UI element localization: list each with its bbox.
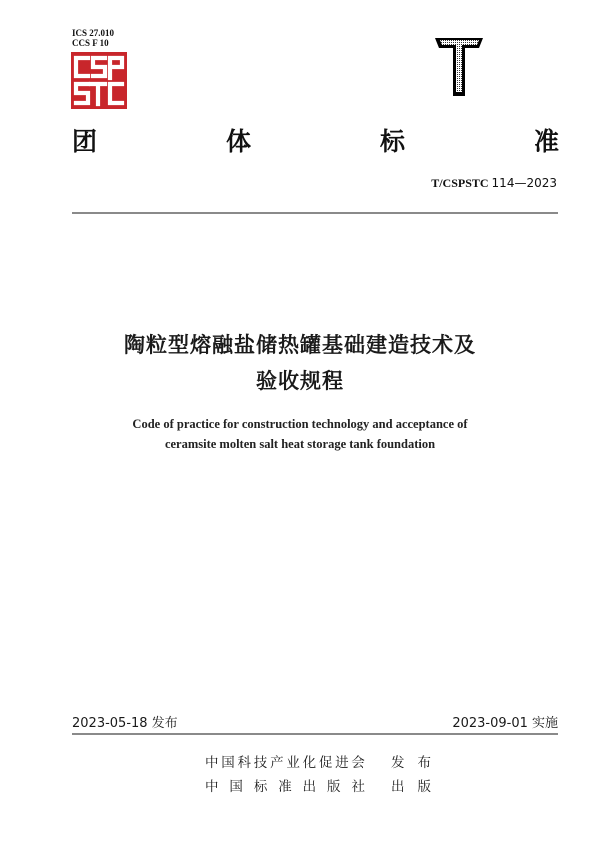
classification-codes — [72, 28, 114, 48]
char: 发 — [391, 755, 405, 771]
title-en-line1: Code of practice for construction technology and acceptance of — [132, 417, 468, 431]
char: 促 — [318, 755, 333, 771]
printer-action — [391, 775, 431, 795]
char: 产 — [270, 755, 284, 771]
char: 准 — [278, 779, 292, 795]
category-char: 准 — [533, 127, 559, 156]
char: 社 — [351, 779, 365, 795]
implementation-date: 2023-09-01 实施 — [452, 716, 558, 731]
char: 布 — [417, 755, 431, 771]
title-cn-line2: 验收规程 — [256, 369, 344, 393]
publisher-org — [205, 751, 365, 771]
char: 出 — [302, 779, 317, 795]
char: 出 — [391, 779, 405, 795]
footer-divider — [72, 733, 558, 735]
char: 中 — [205, 755, 219, 771]
document-category-heading — [72, 122, 559, 154]
standard-prefix: T/CSPSTC — [431, 176, 489, 190]
standard-number-value: 114—2023 — [491, 176, 557, 190]
standard-type-letter-icon — [433, 36, 485, 98]
char: 中 — [205, 779, 219, 795]
printer-row — [205, 775, 431, 795]
char: 会 — [351, 755, 365, 771]
cspstc-logo-icon — [71, 52, 127, 109]
title-cn-line1: 陶粒型熔融盐储热罐基础建造技术及 — [124, 333, 476, 357]
publisher-action — [391, 751, 431, 771]
char: 进 — [335, 755, 349, 771]
char: 版 — [417, 779, 431, 795]
char: 技 — [253, 755, 268, 771]
category-char: 标 — [379, 127, 405, 156]
char: 版 — [327, 779, 341, 795]
header-divider — [72, 212, 558, 214]
title-en-line2: ceramsite molten salt heat storage tank foundation — [164, 437, 436, 451]
standard-number — [431, 176, 557, 191]
ics-code: ICS 27.010 — [72, 28, 115, 38]
publisher-row — [205, 751, 431, 771]
category-char: 体 — [225, 127, 251, 156]
char: 化 — [302, 755, 317, 771]
char: 标 — [253, 779, 268, 795]
release-date: 2023-05-18 发布 — [72, 716, 178, 731]
printer-org — [205, 775, 365, 795]
char: 业 — [286, 755, 300, 771]
char: 国 — [229, 779, 243, 795]
ccs-code: CCS F 10 — [72, 38, 109, 48]
category-char: 团 — [72, 127, 98, 156]
char: 国 — [221, 755, 235, 771]
char: 科 — [237, 755, 252, 771]
